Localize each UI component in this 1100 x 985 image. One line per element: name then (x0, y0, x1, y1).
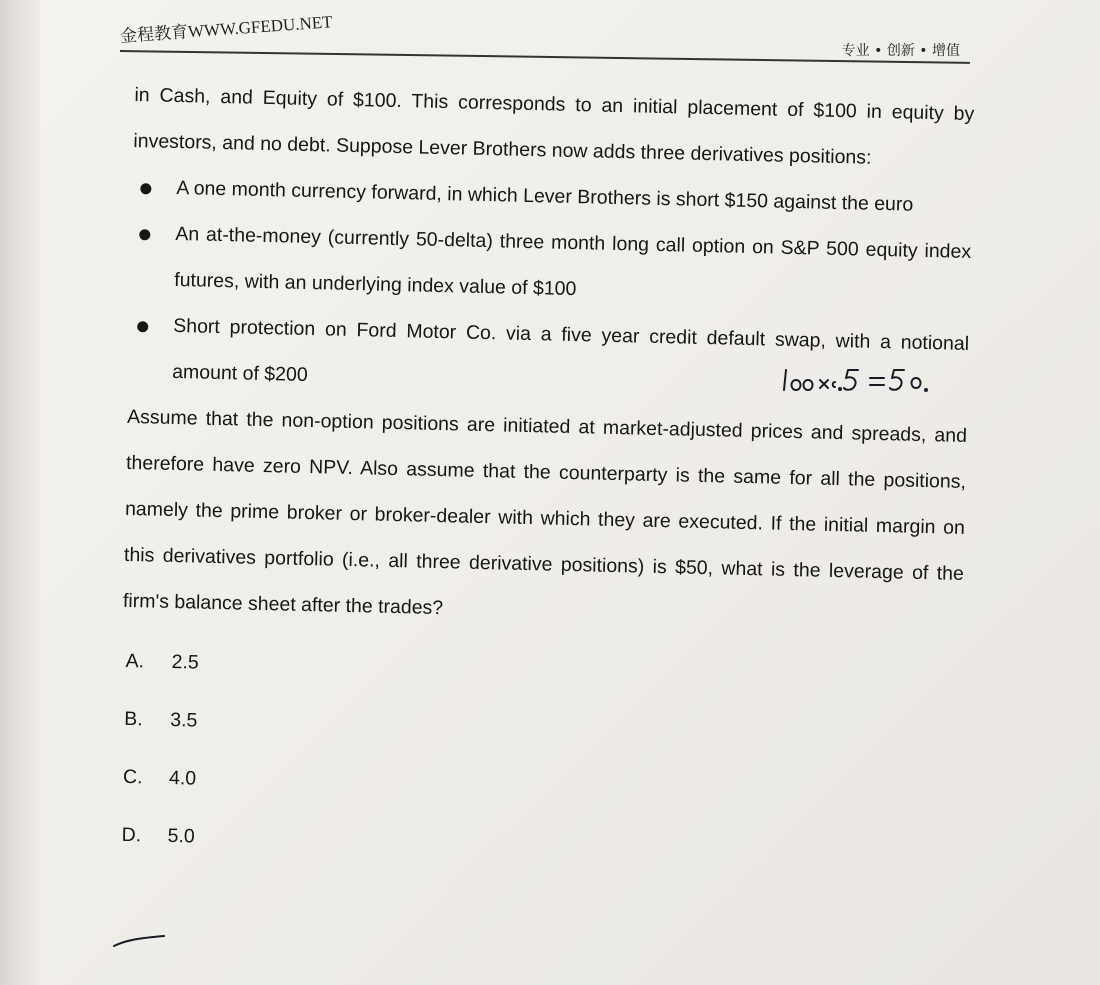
answer-options (117, 632, 962, 883)
bullet-dot-icon (137, 321, 148, 332)
bullet-text: Short protection on Ford Motor Co. via a five year credit default swap, with a notional amount of $200 (171, 314, 970, 386)
option-value: 4.0 (168, 766, 197, 790)
option-value: 5.0 (167, 824, 196, 848)
bullet-dot-icon (140, 183, 151, 194)
option-value: 2.5 (171, 650, 199, 674)
bullet-text: An at-the-money (currently 50-delta) three month long call option on S&P 500 equity index futures, with an underlying index value of $100 (174, 222, 972, 301)
option-letter: C. (122, 765, 143, 789)
question-content (117, 72, 975, 883)
header-slogan: 专业 • 创新 • 增值 (841, 43, 960, 59)
book-page (40, 0, 1100, 985)
question-paragraph: Assume that the non-option positions are initiated at market-adjusted prices and spreads, and therefore have zero NPV. Also assume that the counterparty is the same for all the positions, namely the prime broker or broker-dealer with which they are executed. If the initial margin on this derivatives portfolio (i.e., all three derivative positions) is $50, what is the leverage of the firm's balance sheet after the trades? (122, 405, 968, 620)
option-value: 3.5 (170, 708, 198, 732)
intro-paragraph: in Cash, and Equity of $100. This corresponds to an initial placement of $100 in equity by investors, and no debt. Suppose Lever Brothers now adds three derivatives positions: (133, 83, 975, 169)
header-publisher: 金程教育WWW.GFEDU.NET (119, 12, 334, 46)
option-letter: D. (121, 823, 142, 847)
bullet-text: A one month currency forward, in which Lever Brothers is short $150 against the euro (176, 176, 914, 216)
bullet-dot-icon (139, 229, 150, 240)
handwritten-calculation-note (780, 358, 940, 398)
option-letter: A. (125, 649, 145, 673)
answer-strike-mark (110, 928, 170, 958)
option-letter: B. (124, 707, 144, 731)
